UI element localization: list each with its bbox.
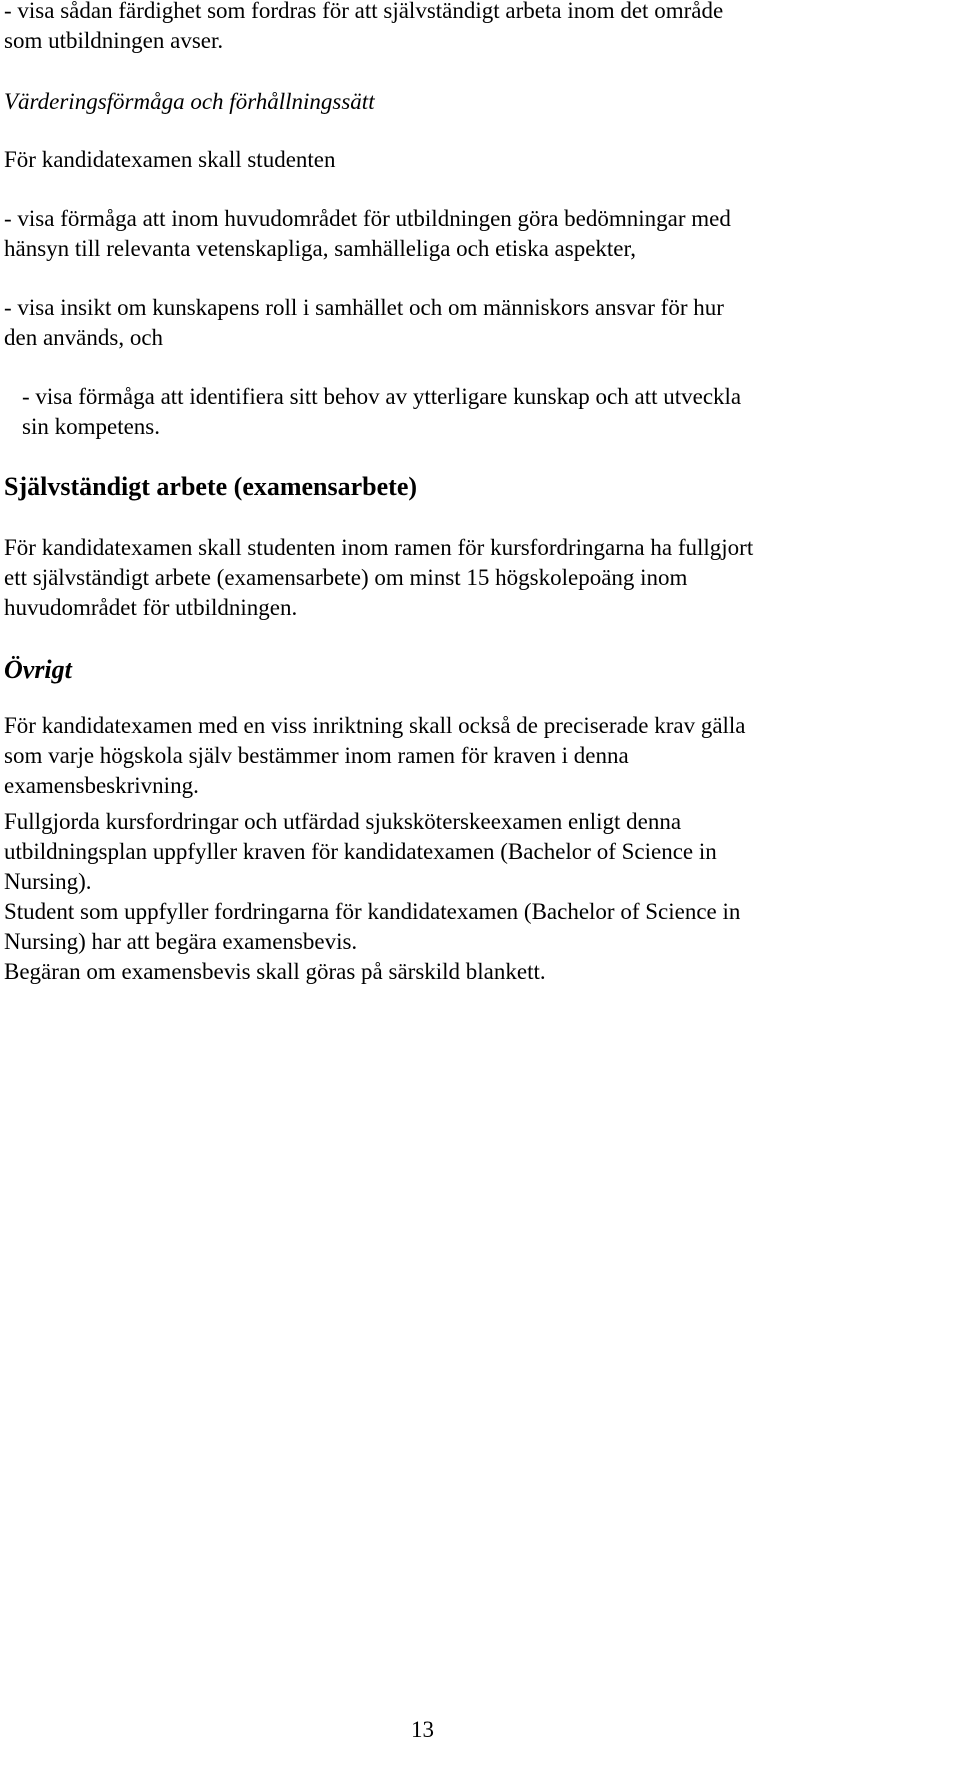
section-heading-values: Värderingsförmåga och förhållningssätt bbox=[4, 89, 375, 114]
text-line: - visa förmåga att inom huvudområdet för utbildningen göra bedömningar med bbox=[4, 206, 731, 231]
text-line: hänsyn till relevanta vetenskapliga, samhälleliga och etiska aspekter, bbox=[4, 236, 636, 261]
text-line: För kandidatexamen med en viss inriktning skall också de preciserade krav gälla bbox=[4, 713, 746, 738]
text-line: examensbeskrivning. bbox=[4, 773, 199, 798]
text-line: Nursing) har att begära examensbevis. bbox=[4, 929, 358, 954]
text-line: För kandidatexamen skall studenten inom ramen för kursfordringarna ha fullgjort bbox=[4, 535, 754, 560]
text-line: den används, och bbox=[4, 325, 164, 350]
text-line: Nursing). bbox=[4, 869, 92, 894]
text-line: - visa förmåga att identifiera sitt behov av ytterligare kunskap och att utveckla bbox=[22, 384, 742, 409]
text-line: Student som uppfyller fordringarna för kandidatexamen (Bachelor of Science in bbox=[4, 899, 741, 924]
text-line: Fullgjorda kursfordringar och utfärdad sjuksköterskeexamen enligt denna bbox=[4, 809, 682, 834]
text-line: - visa sådan färdighet som fordras för att självständigt arbeta inom det område bbox=[4, 0, 724, 23]
text-line: som utbildningen avser. bbox=[4, 28, 224, 53]
text-line: ett självständigt arbete (examensarbete) om minst 15 högskolepoäng inom bbox=[4, 565, 688, 590]
section-heading-other: Övrigt bbox=[4, 655, 72, 684]
text-line: För kandidatexamen skall studenten bbox=[4, 147, 336, 172]
page-number: 13 bbox=[411, 1717, 434, 1742]
text-line: sin kompetens. bbox=[22, 414, 160, 439]
text-line: huvudområdet för utbildningen. bbox=[4, 595, 298, 620]
text-line: Begäran om examensbevis skall göras på särskild blankett. bbox=[4, 959, 546, 984]
text-line: - visa insikt om kunskapens roll i samhället och om människors ansvar för hur bbox=[4, 295, 724, 320]
text-line: utbildningsplan uppfyller kraven för kandidatexamen (Bachelor of Science in bbox=[4, 839, 717, 864]
text-line: som varje högskola själv bestämmer inom ramen för kraven i denna bbox=[4, 743, 629, 768]
section-heading-thesis: Självständigt arbete (examensarbete) bbox=[4, 472, 418, 501]
